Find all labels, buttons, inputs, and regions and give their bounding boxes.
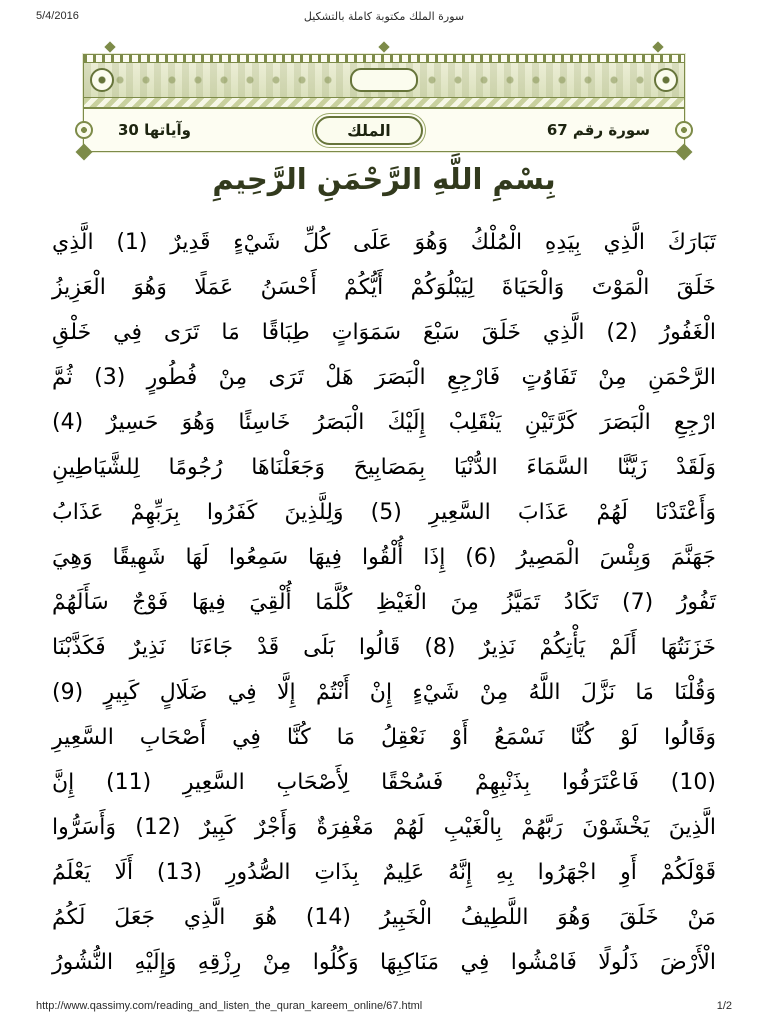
finial-ornament-icon <box>378 41 389 52</box>
medallion-icon <box>90 68 114 92</box>
quran-line: تَفُورُ (7) تَكَادُ تَمَيَّزُ مِنَ الْغَيْظِ كُلَّمَا أُلْقِيَ فِيهَا فَوْجٌ سَأَلَهُمْ <box>52 590 716 615</box>
quran-line: تَبَارَكَ الَّذِي بِيَدِهِ الْمُلْكُ وَهُوَ عَلَى كُلِّ شَيْءٍ قَدِيرٌ (1) الَّذِي <box>52 230 716 255</box>
arabesque-band <box>84 63 684 98</box>
quran-line: الْغَفُورُ (2) الَّذِي خَلَقَ سَبْعَ سَمَوَاتٍ طِبَاقًا مَا تَرَى فِي خَلْقِ <box>52 320 716 345</box>
medallion-icon <box>654 68 678 92</box>
surah-info-row <box>84 109 684 151</box>
quran-line: وَأَعْتَدْنَا لَهُمْ عَذَابَ السَّعِيرِ (5) وَلِلَّذِينَ كَفَرُوا بِرَبِّهِمْ عَذَابُ <box>52 500 716 525</box>
surah-number-label: سورة رقم 67 <box>546 121 650 139</box>
quran-line: الَّذِينَ يَخْشَوْنَ رَبَّهُمْ بِالْغَيْبِ لَهُمْ مَغْفِرَةٌ وَأَجْرٌ كَبِيرٌ (12) وَأَسَرُّوا <box>52 815 717 840</box>
print-header <box>0 10 768 26</box>
rosette-icon <box>75 121 93 139</box>
page-number: 1/2 <box>716 1000 732 1012</box>
quran-line: خَلَقَ الْمَوْتَ وَالْحَيَاةَ لِيَبْلُوَكُمْ أَيُّكُمْ أَحْسَنُ عَمَلًا وَهُوَ الْعَزِيزُ <box>52 275 716 300</box>
quran-line: ارْجِعِ الْبَصَرَ كَرَّتَيْنِ يَنْقَلِبْ إِلَيْكَ الْبَصَرُ خَاسِئًا وَهُوَ حَسِيرٌ (4) <box>52 410 716 435</box>
quran-line: خَزَنَتُهَا أَلَمْ يَأْتِكُمْ نَذِيرٌ (8) قَالُوا بَلَى قَدْ جَاءَنَا نَذِيرٌ فَكَذَّبْنَا <box>52 635 717 660</box>
surah-name-cartouche: الملك <box>315 116 423 145</box>
document-title: سورة الملك مكتوبة كاملة بالتشكيل <box>303 10 465 23</box>
band-cartouche-ornament <box>350 68 418 92</box>
print-date: 5/4/2016 <box>36 10 79 22</box>
quran-line: وَقُلْنَا مَا نَزَّلَ اللَّهُ مِنْ شَيْءٍ إِنْ أَنْتُمْ إِلَّا فِي ضَلَالٍ كَبِيرٍ (9) <box>52 680 716 705</box>
rosette-icon <box>675 121 693 139</box>
quran-line: قَوْلَكُمْ أَوِ اجْهَرُوا بِهِ إِنَّهُ عَلِيمٌ بِذَاتِ الصُّدُورِ (13) أَلَا يَعْلَمُ <box>52 860 716 885</box>
quran-line: الرَّحْمَنِ مِنْ تَفَاوُتٍ فَارْجِعِ الْبَصَرَ هَلْ تَرَى مِنْ فُطُورٍ (3) ثُمَّ <box>52 365 717 390</box>
quran-line: جَهَنَّمَ وَبِئْسَ الْمَصِيرُ (6) إِذَا أُلْقُوا فِيهَا سَمِعُوا لَهَا شَهِيقًا وَهِيَ <box>52 545 716 570</box>
source-url: http://www.qassimy.com/reading_and_listen_the_quran_kareem_online/67.html <box>36 1000 423 1012</box>
bismillah-calligraphy: بِسْمِ اللَّهِ الرَّحْمَنِ الرَّحِيمِ <box>212 162 556 196</box>
quran-line: مَنْ خَلَقَ وَهُوَ اللَّطِيفُ الْخَبِيرُ (14) هُوَ الَّذِي جَعَلَ لَكُمُ <box>52 905 716 930</box>
quran-line: وَلَقَدْ زَيَّنَّا السَّمَاءَ الدُّنْيَا بِمَصَابِيحَ وَجَعَلْنَاهَا رُجُومًا لِلشَّيَاطِينِ <box>52 455 716 480</box>
finial-ornament-icon <box>104 41 115 52</box>
surah-ornamental-frame <box>83 54 685 152</box>
quran-line: الْأَرْضَ ذَلُولًا فَامْشُوا فِي مَنَاكِبِهَا وَكُلُوا مِنْ رِزْقِهِ وَإِلَيْهِ النُّشُورُ <box>52 950 716 975</box>
zigzag-border <box>84 98 684 109</box>
ayat-count-label: وآياتها 30 <box>118 121 191 139</box>
quran-text-body <box>52 220 716 985</box>
print-footer <box>0 998 768 1012</box>
quran-line: وَقَالُوا لَوْ كُنَّا نَسْمَعُ أَوْ نَعْقِلُ مَا كُنَّا فِي أَصْحَابِ السَّعِيرِ <box>52 725 716 750</box>
crenellation-border <box>84 55 684 63</box>
quran-line: (10) فَاعْتَرَفُوا بِذَنْبِهِمْ فَسُحْقًا لِأَصْحَابِ السَّعِيرِ (11) إِنَّ <box>52 770 716 795</box>
finial-ornament-icon <box>652 41 663 52</box>
